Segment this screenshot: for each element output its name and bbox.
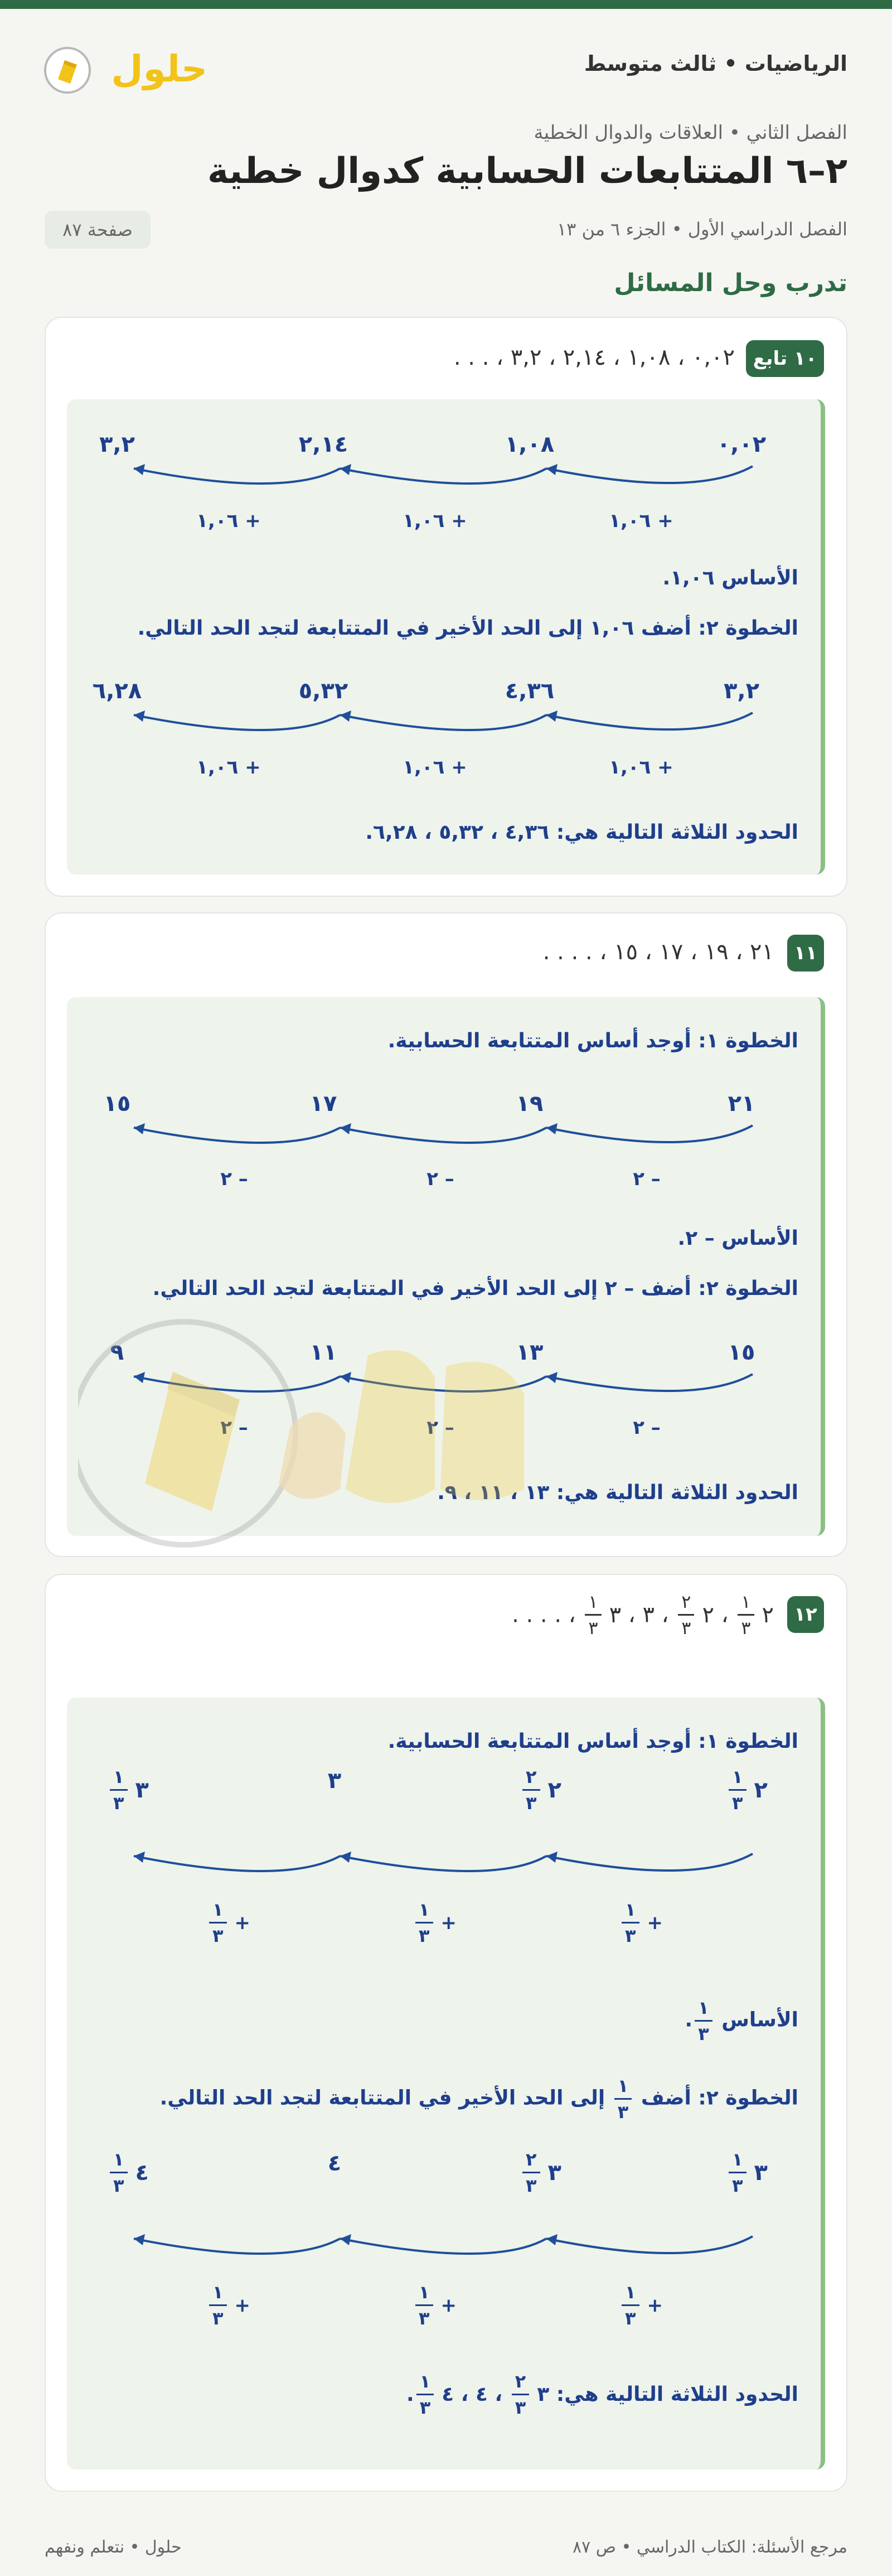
difference-label: – ٢	[426, 1417, 454, 1439]
sequence-term: ٣	[327, 1768, 342, 1794]
answer-line: الحدود الثلاثة التالية هي: ٣ $\frac{٢}{٣}$ ، ٤ ، ٤ $\frac{١}{٣}$ .	[406, 2371, 798, 2418]
question-card-11	[45, 912, 847, 1557]
sequence-term: ٩	[110, 1340, 124, 1365]
sequence-arcs	[67, 997, 823, 1536]
top-accent-bar	[0, 0, 892, 9]
sequence-term: ١١	[309, 1340, 337, 1365]
difference-label: – ٢	[220, 1417, 248, 1439]
sequence-term: ٣ $\frac{٢}{٣}$	[502, 2150, 580, 2195]
difference-label: + $\frac{١}{٣}$	[396, 2283, 474, 2327]
question-card-10	[45, 317, 847, 897]
sequence-term: ٤ $\frac{١}{٣}$	[89, 2150, 167, 2195]
question-badge: ١٢	[787, 1596, 824, 1633]
difference-label: – ٢	[426, 1168, 454, 1190]
term-label: الفصل الدراسي الأول • الجزء ٦ من ١٣	[556, 219, 847, 240]
step-2: الخطوة ٢: أضف ١,٠٦ إلى الحد الأخير في المتتابعة لتجد الحد التالي.	[137, 617, 798, 640]
sequence-term: ٣,٢	[99, 432, 135, 457]
difference-label: + ١,٠٦	[609, 510, 673, 532]
difference-label: + $\frac{١}{٣}$	[602, 2283, 680, 2327]
difference-label: – ٢	[220, 1168, 248, 1190]
sequence-term: ١,٠٨	[505, 432, 555, 457]
difference-label: + ١,٠٦	[196, 756, 261, 779]
sequence-term: ١٥	[103, 1091, 131, 1117]
lesson-title: ٢–٦ المتتابعات الحسابية كدوال خطية	[207, 151, 847, 192]
subject-label: الرياضيات • ثالث متوسط	[584, 51, 847, 76]
difference-label: + $\frac{١}{٣}$	[396, 1901, 474, 1945]
svg-text:حلول: حلول	[111, 47, 204, 90]
hloul-logo[interactable]	[42, 36, 204, 103]
sequence-term: ٢ $\frac{٢}{٣}$	[502, 1768, 580, 1812]
sequence-term: ٥,٣٢	[298, 678, 348, 704]
difference-label: + $\frac{١}{٣}$	[190, 2283, 268, 2327]
question-badge: ١١	[787, 935, 824, 972]
difference-label: + ١,٠٦	[403, 510, 467, 532]
sequence-term: ١٥	[728, 1340, 755, 1365]
sequence-term: ٢ $\frac{١}{٣}$	[708, 1768, 786, 1812]
sequence-term: ١٩	[516, 1091, 544, 1117]
difference-label: + ١,٠٦	[609, 756, 673, 779]
common-difference: الأساس ١,٠٦.	[662, 567, 798, 589]
difference-label: + ١,٠٦	[196, 510, 261, 532]
sequence-term: ٣,٢	[723, 678, 760, 704]
answer-line: الحدود الثلاثة التالية هي: ٤,٣٦ ، ٥,٣٢ ، ٦,٢٨.	[365, 821, 798, 844]
sequence-term: ١٣	[516, 1340, 544, 1365]
page-badge: صفحة ٨٧	[45, 211, 151, 249]
step-2: الخطوة ٢: أضف – ٢ إلى الحد الأخير في المتتابعة لتجد الحد التالي.	[152, 1277, 798, 1300]
step-1: الخطوة ١: أوجد أساس المتتابعة الحسابية.	[387, 1030, 798, 1052]
solution-panel	[67, 1698, 825, 2469]
difference-label: – ٢	[633, 1168, 661, 1190]
sequence-term: ١٧	[309, 1091, 337, 1117]
question-card-12	[45, 1574, 847, 2492]
common-difference: الأساس – ٢.	[677, 1227, 798, 1250]
footer-reference: مرجع الأسئلة: الكتاب الدراسي • ص ٨٧	[573, 2538, 847, 2557]
sequence-term: ٢,١٤	[298, 432, 348, 457]
solution-panel	[67, 997, 825, 1536]
difference-label: + ١,٠٦	[403, 756, 467, 779]
chapter-label: الفصل الثاني • العلاقات والدوال الخطية	[534, 122, 847, 144]
sequence-term: ٣ $\frac{١}{٣}$	[708, 2150, 786, 2195]
question-sequence: ٠,٠٢ ، ١,٠٨ ، ٢,١٤ ، ٣,٢ ، . . .	[453, 345, 735, 370]
footer-brand: حلول • نتعلم ونفهم	[45, 2538, 182, 2557]
answer-line: الحدود الثلاثة التالية هي: ١٣ ، ١١ ، ٩.	[437, 1481, 798, 1504]
sequence-term: ٣ $\frac{١}{٣}$	[89, 1768, 167, 1812]
difference-label: + $\frac{١}{٣}$	[602, 1901, 680, 1945]
step-1: الخطوة ١: أوجد أساس المتتابعة الحسابية.	[387, 1730, 798, 1753]
sequence-term: ٤	[327, 2150, 342, 2176]
logo-icon	[42, 36, 204, 103]
question-sequence: ٢١ ، ١٩ ، ١٧ ، ١٥ ، . . . .	[542, 939, 774, 965]
sequence-term: ٦,٢٨	[92, 678, 142, 704]
difference-label: + $\frac{١}{٣}$	[190, 1901, 268, 1945]
step-2: الخطوة ٢: أضف $\frac{١}{٣}$ إلى الحد الأخير في المتتابعة لتجد الحد التالي.	[159, 2075, 798, 2123]
sequence-term: ٤,٣٦	[505, 678, 555, 704]
common-difference: الأساس $\frac{١}{٣}$ .	[685, 1997, 798, 2045]
sequence-term: ٠,٠٢	[716, 432, 767, 457]
section-title: تدرب وحل المسائل	[614, 269, 847, 297]
sequence-term: ٢١	[728, 1091, 755, 1117]
difference-label: – ٢	[633, 1417, 661, 1439]
question-badge: ١٠ تابع	[746, 340, 824, 377]
question-sequence: ٢ $\frac{١}{٣}$ ، ٢ $\frac{٢}{٣}$ ، ٣ ، ٣ $\frac{١}{٣}$ ، . . . .	[512, 1591, 774, 1639]
solution-panel	[67, 399, 825, 874]
